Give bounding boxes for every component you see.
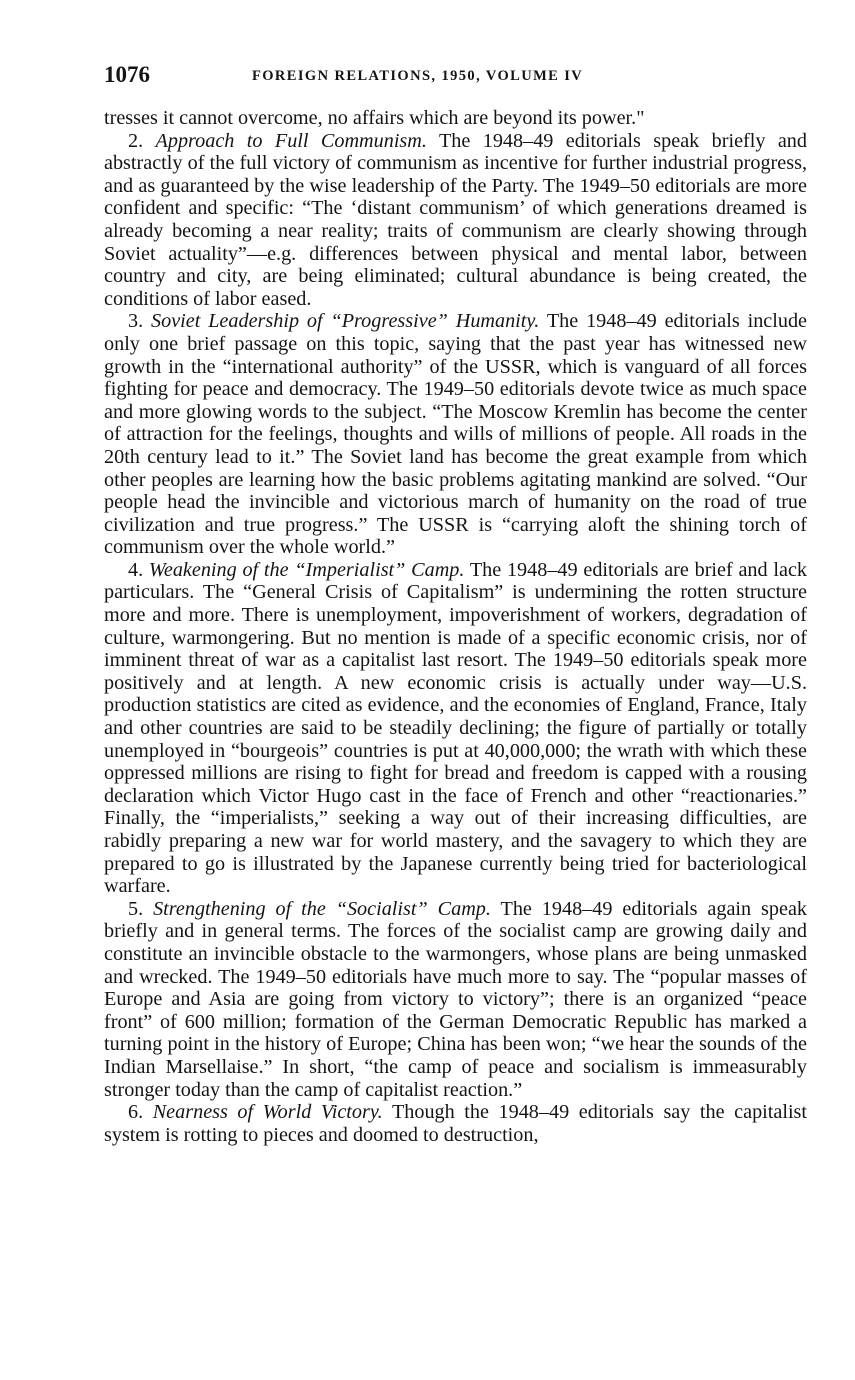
paragraph-heading: Soviet Leadership of “Progressive” Humanity.	[151, 310, 540, 333]
paragraph-text: The 1948–49 editorials again speak briefly and in general terms. The forces of the socialist camp are growing daily and constitute an invincible obstacle to the warmongers, whose plans are being unmasked and wrecked. The 1949–50 editorials have much more to say. The “popular masses of Europe and Asia are going from victory to victory”; there is an organized “peace front” of 600 million; formation of the German Democratic Republic has marked a turning point in the history of Europe; China has been won; “we hear the sounds of the Indian Marsellaise.” In short, “the camp of peace and socialism is immeasurably stronger today than the camp of capitalist reaction.”	[104, 897, 808, 1101]
paragraph-soviet-leadership	[104, 310, 807, 559]
running-title: FOREIGN RELATIONS, 1950, VOLUME IV	[252, 68, 584, 84]
paragraph-heading: Strengthening of the “Socialist” Camp.	[153, 897, 491, 920]
paragraph-number: 2.	[128, 129, 144, 152]
paragraph-weakening-imperialist-camp	[104, 559, 807, 898]
paragraph-approach-to-full-communism	[104, 130, 807, 311]
paragraph-nearness-world-victory	[104, 1101, 807, 1146]
paragraph-heading: Approach to Full Communism.	[155, 129, 427, 152]
paragraph-number: 3.	[128, 310, 144, 333]
paragraph-text: Though the 1948–49 editorials say the capitalist system is rotting to pieces and doomed to destruction,	[104, 1101, 808, 1146]
paragraph-text: The 1948–49 editorials speak briefly and abstractly of the full victory of communism as incentive for further industrial progress, and as guaranteed by the wise leadership of the Party. The 1949–50 editorials are more confident and specific: “The ‘distant communism’ of which generations dreamed is already becoming a near reality; traits of communism are clearly showing through Soviet actuality”—e.g. differences between physical and mental labor, between country and city, are being eliminated; cultural abundance is being created, the conditions of labor eased.	[104, 129, 807, 310]
paragraph-number: 6.	[128, 1101, 144, 1124]
paragraph-heading: Weakening of the “Imperialist” Camp.	[148, 558, 465, 581]
paragraph-number: 4.	[128, 558, 144, 581]
paragraph-text: The 1948–49 editorials are brief and lack particulars. The “General Crisis of Capitalism” is undermining the rotten structure more and more. There is unemployment, impoverishment of workers, degradation of culture, warmongering. But no mention is made of a specific economic crisis, nor of imminent threat of war as a capitalist last resort. The 1949–50 editorials speak more positively and at length. A new economic crisis is actually under way—U.S. production statistics are cited as evidence, and the economies of England, France, Italy and other countries are said to be steadily declining; the figure of partially or totally unemployed in “bourgeois” countries is put at 40,000,000; the wrath with which these oppressed millions are rising to fight for bread and freedom is capped with a rousing declaration which Victor Hugo cast in the face of French and other “reactionaries.” Finally, the “imperialists,” seeking a way out of their increasing difficulties, are rabidly preparing a new war for world mastery, and the savagery to which they are prepared to go is illustrated by the Japanese currently being tried for bacteriological warfare.	[104, 558, 807, 898]
paragraph-text: tresses it cannot overcome, no affairs which are beyond its power."	[104, 107, 645, 129]
paragraph-strengthening-socialist-camp	[104, 898, 807, 1101]
paragraph-number: 5.	[128, 897, 144, 920]
paragraph-continuation	[104, 107, 807, 130]
page-number: 1076	[104, 62, 150, 87]
page-header	[104, 62, 804, 92]
paragraph-text: The 1948–49 editorials include only one brief passage on this topic, saying that the past year has witnessed new growth in the “international authority” of the USSR, which is vanguard of all forces fighting for peace and democracy. The 1949–50 editorials devote twice as much space and more glowing words to the subject. “The Moscow Kremlin has become the center of attraction for the feelings, thoughts and wills of millions of people. All roads in the 20th century lead to it.” The Soviet land has become the great example from which other peoples are learning how the basic problems agitating mankind are solved. “Our people head the invincible and victorious march of humanity on the road of true civilization and true progress.” The USSR is “carrying aloft the shining torch of communism over the whole world.”	[104, 310, 807, 559]
body-text	[104, 107, 807, 1146]
paragraph-heading: Nearness of World Victory.	[152, 1101, 383, 1124]
